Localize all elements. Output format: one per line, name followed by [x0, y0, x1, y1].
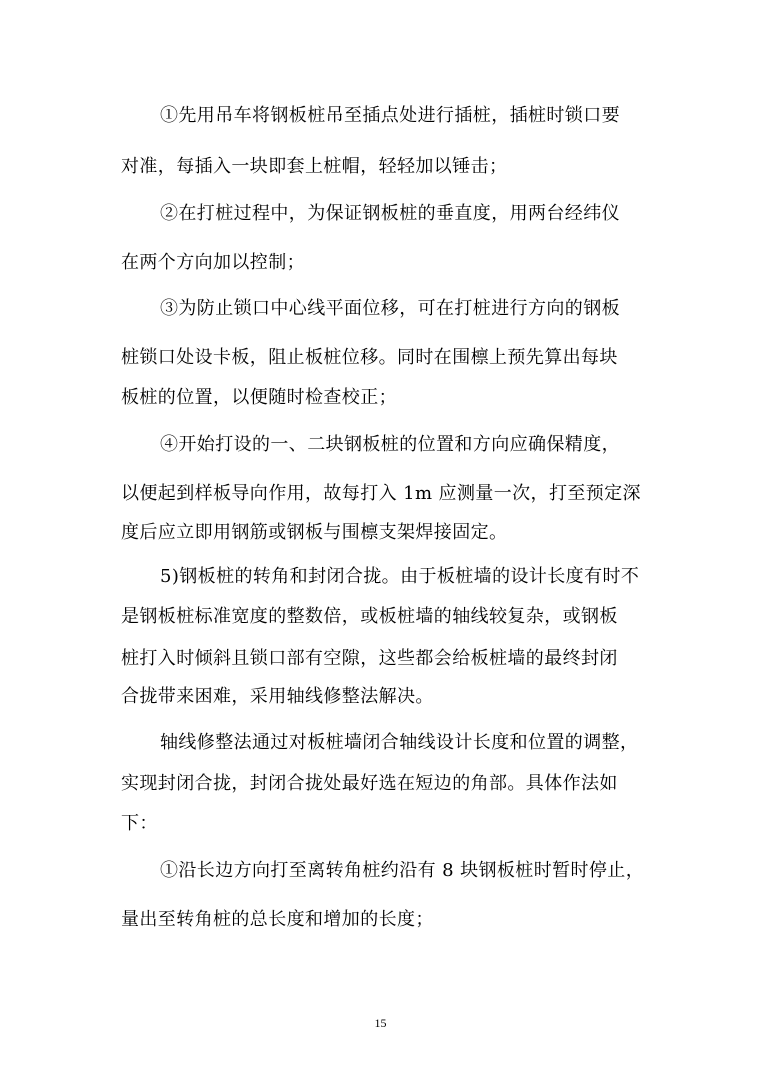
text-line-4: 在两个方向加以控制； — [121, 252, 305, 273]
text-line-13: 桩打入时倾斜且锁口部有空隙，这些都会给板桩墙的最终封闭 — [121, 648, 618, 669]
page-number: 15 — [374, 1016, 387, 1030]
text-line-14: 合拢带来困难，采用轴线修整法解决。 — [121, 686, 434, 707]
text-line-5: ③为防止锁口中心线平面位移，可在打桩进行方向的钢板 — [160, 298, 620, 319]
text-line-9: 以便起到样板导向作用，故每打入 1m 应测量一次，打至预定深 — [121, 483, 641, 504]
text-line-2: 对准，每插入一块即套上桩帽，轻轻加以锤击； — [121, 156, 508, 177]
text-line-18: ①沿长边方向打至离转角桩约沿有 8 块钢板桩时暂时停止， — [160, 860, 645, 881]
text-line-10: 度后应立即用钢筋或钢板与围檩支架焊接固定。 — [121, 522, 508, 543]
text-line-11: 5)钢板桩的转角和封闭合拢。由于板桩墙的设计长度有时不 — [160, 566, 640, 587]
text-line-7: 板桩的位置，以便随时检查校正； — [121, 387, 397, 408]
text-line-6: 桩锁口处设卡板，阻止板桩位移。同时在围檩上预先算出每块 — [121, 347, 618, 368]
text-line-12: 是钢板桩标准宽度的整数倍，或板桩墙的轴线较复杂，或钢板 — [121, 606, 618, 627]
text-line-1: ①先用吊车将钢板桩吊至插点处进行插桩，插桩时锁口要 — [160, 105, 620, 126]
text-line-19: 量出至转角桩的总长度和增加的长度； — [121, 909, 434, 930]
text-line-3: ②在打桩过程中，为保证钢板桩的垂直度，用两台经纬仪 — [160, 203, 620, 224]
text-line-15: 轴线修整法通过对板桩墙闭合轴线设计长度和位置的调整， — [160, 732, 639, 753]
text-line-16: 实现封闭合拢，封闭合拢处最好选在短边的角部。具体作法如 — [121, 773, 618, 794]
text-line-17: 下： — [121, 813, 158, 834]
text-line-8: ④开始打设的一、二块钢板桩的位置和方向应确保精度， — [160, 434, 620, 455]
